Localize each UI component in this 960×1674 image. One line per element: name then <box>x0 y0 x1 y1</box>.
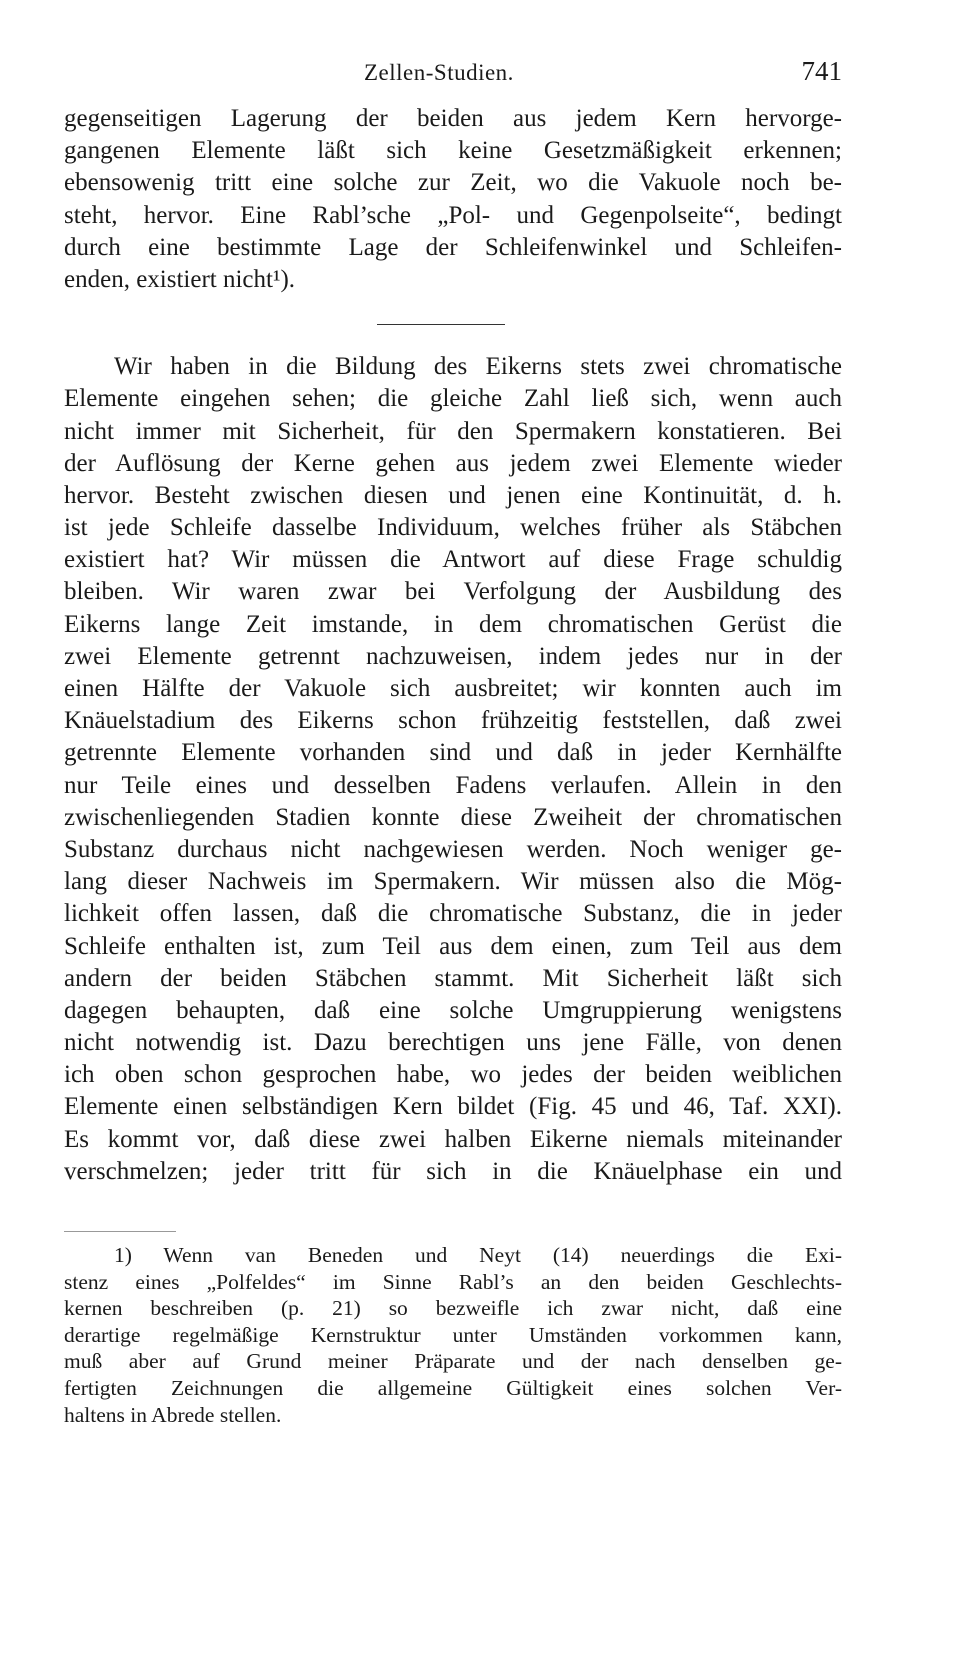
footnote-divider <box>64 1231 176 1232</box>
page-number: 741 <box>801 56 842 86</box>
paragraph <box>64 351 842 1188</box>
body-text <box>64 103 842 1188</box>
text-line: nur Teile eines und desselben Fadens verlaufen. Allein in den <box>64 771 842 799</box>
text-line: getrennte Elemente vorhanden sind und daß in jeder Kernhälfte <box>64 739 842 767</box>
text-line: gegenseitigen Lagerung der beiden aus jedem Kern hervorge- <box>64 105 842 132</box>
footnote-line: fertigten Zeichnungen die allgemeine Gültigkeit eines solchen Ver- <box>64 1375 842 1400</box>
text-line: nicht immer mit Sicherheit, für den Spermakern konstatieren. Bei <box>64 417 842 445</box>
text-line: ich oben schon gesprochen habe, wo jedes der beiden weiblichen <box>64 1061 842 1089</box>
running-head: Zellen-Studien. <box>364 60 514 85</box>
text-line: existiert hat? Wir müssen die Antwort auf diese Frage schuldig <box>64 546 842 574</box>
text-line: ist jede Schleife dasselbe Individuum, welches früher als Stäbchen <box>64 514 842 542</box>
text-line: steht, hervor. Eine Rabl’sche „Pol- und Gegenpolseite“, bedingt <box>64 201 842 229</box>
footnote-line: haltens in Abrede stellen. <box>64 1402 282 1427</box>
paragraph <box>64 103 842 296</box>
text-line: Wir haben in die Bildung des Eikerns stets zwei chromatische <box>114 353 842 381</box>
text-line: nicht notwendig ist. Dazu berechtigen uns jene Fälle, von denen <box>64 1029 842 1057</box>
page-header <box>64 56 842 90</box>
footnote-line: stenz eines „Polfeldes“ im Sinne Rabl’s an den beiden Geschlechts- <box>64 1269 842 1294</box>
footnote <box>64 1242 842 1428</box>
text-line: verschmelzen; jeder tritt für sich in die Knäuelphase ein und <box>64 1157 842 1185</box>
footnote-line: 1) Wenn van Beneden und Neyt (14) neuerdings die Exi- <box>114 1243 842 1267</box>
text-line: einen Hälfte der Vakuole sich ausbreitet; wir konnten auch im <box>64 675 842 702</box>
section-divider <box>377 324 505 325</box>
text-line: Schleife enthalten ist, zum Teil aus dem einen, zum Teil aus dem <box>64 932 842 960</box>
footnote-line: muß aber auf Grund meiner Präparate und der nach denselben ge- <box>64 1349 842 1374</box>
text-line: Elemente eingehen sehen; die gleiche Zahl ließ sich, wenn auch <box>64 385 842 413</box>
text-line: der Auflösung der Kerne gehen aus jedem zwei Elemente wieder <box>64 449 842 477</box>
text-line: enden, existiert nicht¹). <box>64 265 296 293</box>
text-line: zwischenliegenden Stadien konnte diese Zweiheit der chromatischen <box>64 803 842 831</box>
text-line: ebensowenig tritt eine solche zur Zeit, wo die Vakuole noch be- <box>64 169 842 197</box>
footnote-line: kernen beschreiben (p. 21) so bezweifle ich zwar nicht, daß eine <box>64 1296 842 1321</box>
text-line: dagegen behaupten, daß eine solche Umgruppierung wenigstens <box>64 996 842 1024</box>
text-line: bleiben. Wir waren zwar bei Verfolgung der Ausbildung des <box>64 578 842 606</box>
footnote-line: derartige regelmäßige Kernstruktur unter Umständen vorkommen kann, <box>64 1322 842 1347</box>
text-line: hervor. Besteht zwischen diesen und jenen eine Kontinuität, d. h. <box>64 481 842 509</box>
text-line: lang dieser Nachweis im Spermakern. Wir müssen also die Mög- <box>64 868 842 896</box>
text-line: zwei Elemente getrennt nachzuweisen, indem jedes nur in der <box>64 642 842 670</box>
text-line: Eikerns lange Zeit imstande, in dem chromatischen Gerüst die <box>64 610 842 638</box>
text-line: durch eine bestimmte Lage der Schleifenwinkel und Schleifen- <box>64 233 842 261</box>
text-line: Substanz durchaus nicht nachgewiesen werden. Noch weniger ge- <box>64 835 842 863</box>
text-line: Knäuelstadium des Eikerns schon frühzeitig feststellen, daß zwei <box>64 707 842 735</box>
text-line: gangenen Elemente läßt sich keine Gesetzmäßigkeit erkennen; <box>64 137 842 165</box>
text-line: lichkeit offen lassen, daß die chromatische Substanz, die in jeder <box>64 900 842 928</box>
text-line: andern der beiden Stäbchen stammt. Mit Sicherheit läßt sich <box>64 964 842 992</box>
text-line: Es kommt vor, daß diese zwei halben Eikerne niemals miteinander <box>64 1125 842 1153</box>
text-line: Elemente einen selbständigen Kern bildet (Fig. 45 und 46, Taf. XXI). <box>64 1093 842 1121</box>
